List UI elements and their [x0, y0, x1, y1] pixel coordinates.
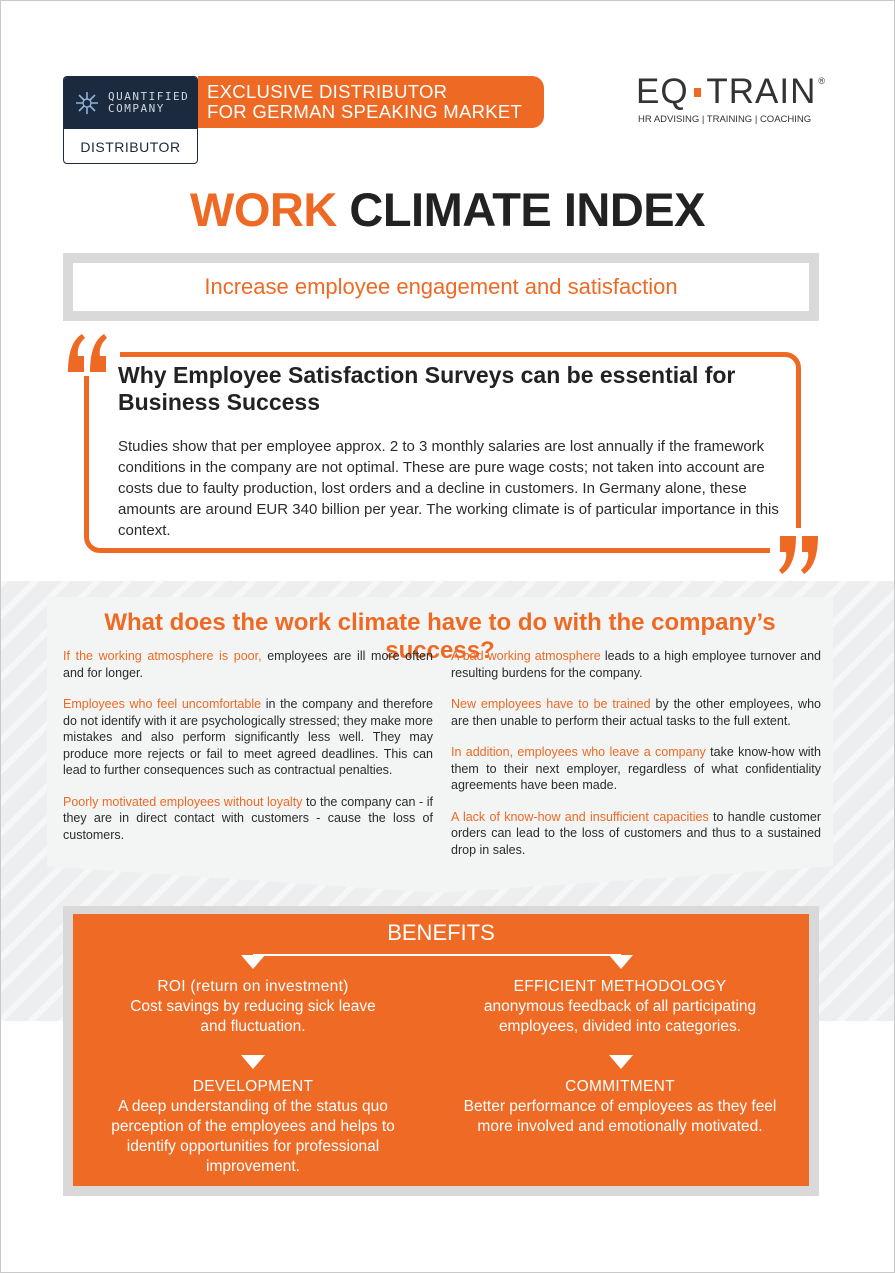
qc-logo-line1: QUANTIFIED	[108, 90, 190, 103]
paragraph-text: by the other employees, who are then unable to perform their actual tasks to the full extent.	[451, 697, 821, 728]
benefit-efficient-methodology	[455, 977, 785, 1037]
paragraph-text: take know-how with them to their next employer, regardless of what confidentiality agreements have been made.	[451, 745, 821, 792]
benefit-text: perception of the employees and helps to	[111, 1118, 395, 1135]
benefit-text: Better performance of employees as they feel	[463, 1098, 777, 1115]
qc-mark-icon	[74, 90, 100, 116]
triangle-down-icon	[241, 955, 265, 969]
paragraph-text: to the company can - if they are in direct contact with customers - cause the loss of customers.	[63, 794, 433, 842]
benefit-text: more involved and emotionally motivated.	[477, 1118, 763, 1135]
eq-logo-dot-icon	[694, 88, 702, 97]
quote-body: Studies show that per employee approx. 2 to 3 monthly salaries are lost annually if the framework conditions in the company are not optimal. These are pure wage costs; not taken into account are costs due to faulty production, lost orders and a decline in customers. In Germany alone, these amounts are around EUR 340 billion per year. The working climate is of particular importance in this context.	[118, 438, 779, 539]
qc-logo-line2: COMPANY	[108, 102, 165, 115]
eq-logo-right: TRAIN	[706, 72, 817, 111]
paragraph-text: in the company and therefore do not identify with it are psychologically stressed; they make more mistakes and also perform significantly less well. They may produce more rejects or fail to meet agreed deadlines. This can lead to further consequences such as contractual penalties.	[63, 697, 433, 777]
climate-left-column	[63, 648, 433, 858]
highlight-text: If the working atmosphere is poor,	[63, 649, 262, 663]
highlight-text: In addition, employees who leave a company	[451, 745, 706, 759]
eq-logo-tagline: HR ADVISING | TRAINING | COACHING	[638, 114, 812, 125]
distributor-banner	[198, 76, 544, 128]
triangle-down-icon	[609, 955, 633, 969]
benefit-heading: COMMITMENT	[565, 1078, 675, 1095]
benefit-text: and fluctuation.	[200, 1018, 306, 1035]
benefits-title: BENEFITS	[387, 920, 495, 945]
climate-paragraph	[63, 696, 433, 779]
climate-right-column	[451, 648, 821, 873]
paragraph-text: to handle customer orders can lead to the loss of customers and thus to a sustained drop in sales.	[451, 809, 821, 857]
benefit-heading: ROI (return on investment)	[157, 978, 349, 995]
climate-paragraph	[451, 809, 821, 859]
subtitle-box	[63, 253, 819, 321]
benefit-text: A deep understanding of the status quo	[118, 1098, 388, 1115]
qc-distributor-label: DISTRIBUTOR	[80, 139, 181, 155]
subtitle-text: Increase employee engagement and satisfaction	[204, 274, 678, 299]
qc-logo-top	[64, 77, 197, 129]
highlight-text: Poorly motivated employees without loyalty	[63, 794, 303, 809]
open-quote-icon	[64, 330, 110, 376]
benefit-text: improvement.	[206, 1158, 300, 1175]
banner-line-1: EXCLUSIVE DISTRIBUTOR	[207, 81, 448, 102]
banner-line-2: FOR GERMAN SPEAKING MARKET	[207, 101, 523, 122]
climate-title-post: have to do with the company’s success?	[385, 609, 776, 664]
benefit-text: anonymous feedback of all participating	[483, 998, 757, 1015]
benefit-text: identify opportunities for professional	[126, 1138, 380, 1155]
benefit-heading: EFFICIENT METHODOLOGY	[513, 978, 727, 995]
climate-title-pre: What does the	[104, 609, 269, 636]
benefit-text: Cost savings by reducing sick leave	[130, 998, 376, 1015]
benefits-divider	[253, 954, 621, 956]
qc-logo-text	[108, 91, 189, 115]
climate-paragraph	[451, 696, 821, 729]
quote-title: Why Employee Satisfaction Surveys can be essential for Business Success	[118, 362, 736, 415]
benefit-text: employees, divided into categories.	[498, 1018, 742, 1035]
climate-paragraph	[451, 744, 821, 794]
triangle-down-icon	[241, 1055, 265, 1069]
eq-train-logo	[636, 72, 826, 125]
benefits-box	[73, 914, 809, 1186]
highlight-text: A bad working atmosphere	[451, 649, 601, 663]
title-part-1: WORK	[190, 183, 337, 236]
quantified-company-logo	[63, 76, 198, 164]
paragraph-text: leads to a high employee turnover and resulting burdens for the company.	[451, 649, 821, 680]
page-title	[0, 183, 895, 237]
paragraph-text: employees are ill more often and for longer.	[63, 649, 433, 680]
benefit-development	[93, 1077, 413, 1177]
eq-train-wordmark	[636, 72, 826, 112]
highlight-text: A lack of know-how and insufficient capacities	[451, 809, 709, 824]
benefit-commitment	[445, 1077, 795, 1137]
highlight-text: New employees have to be trained	[451, 697, 651, 711]
climate-title-bold: work climate	[275, 609, 421, 636]
title-part-2: CLIMATE INDEX	[349, 183, 705, 236]
benefit-roi	[103, 977, 403, 1037]
climate-paragraph	[63, 648, 433, 681]
eq-logo-registered: ®	[818, 76, 826, 86]
benefit-heading: DEVELOPMENT	[192, 1078, 314, 1095]
highlight-text: Employees who feel uncomfortable	[63, 697, 262, 711]
climate-paragraph	[451, 648, 821, 681]
climate-paragraph	[63, 794, 433, 844]
triangle-down-icon	[609, 1055, 633, 1069]
eq-logo-left: EQ	[636, 72, 689, 111]
